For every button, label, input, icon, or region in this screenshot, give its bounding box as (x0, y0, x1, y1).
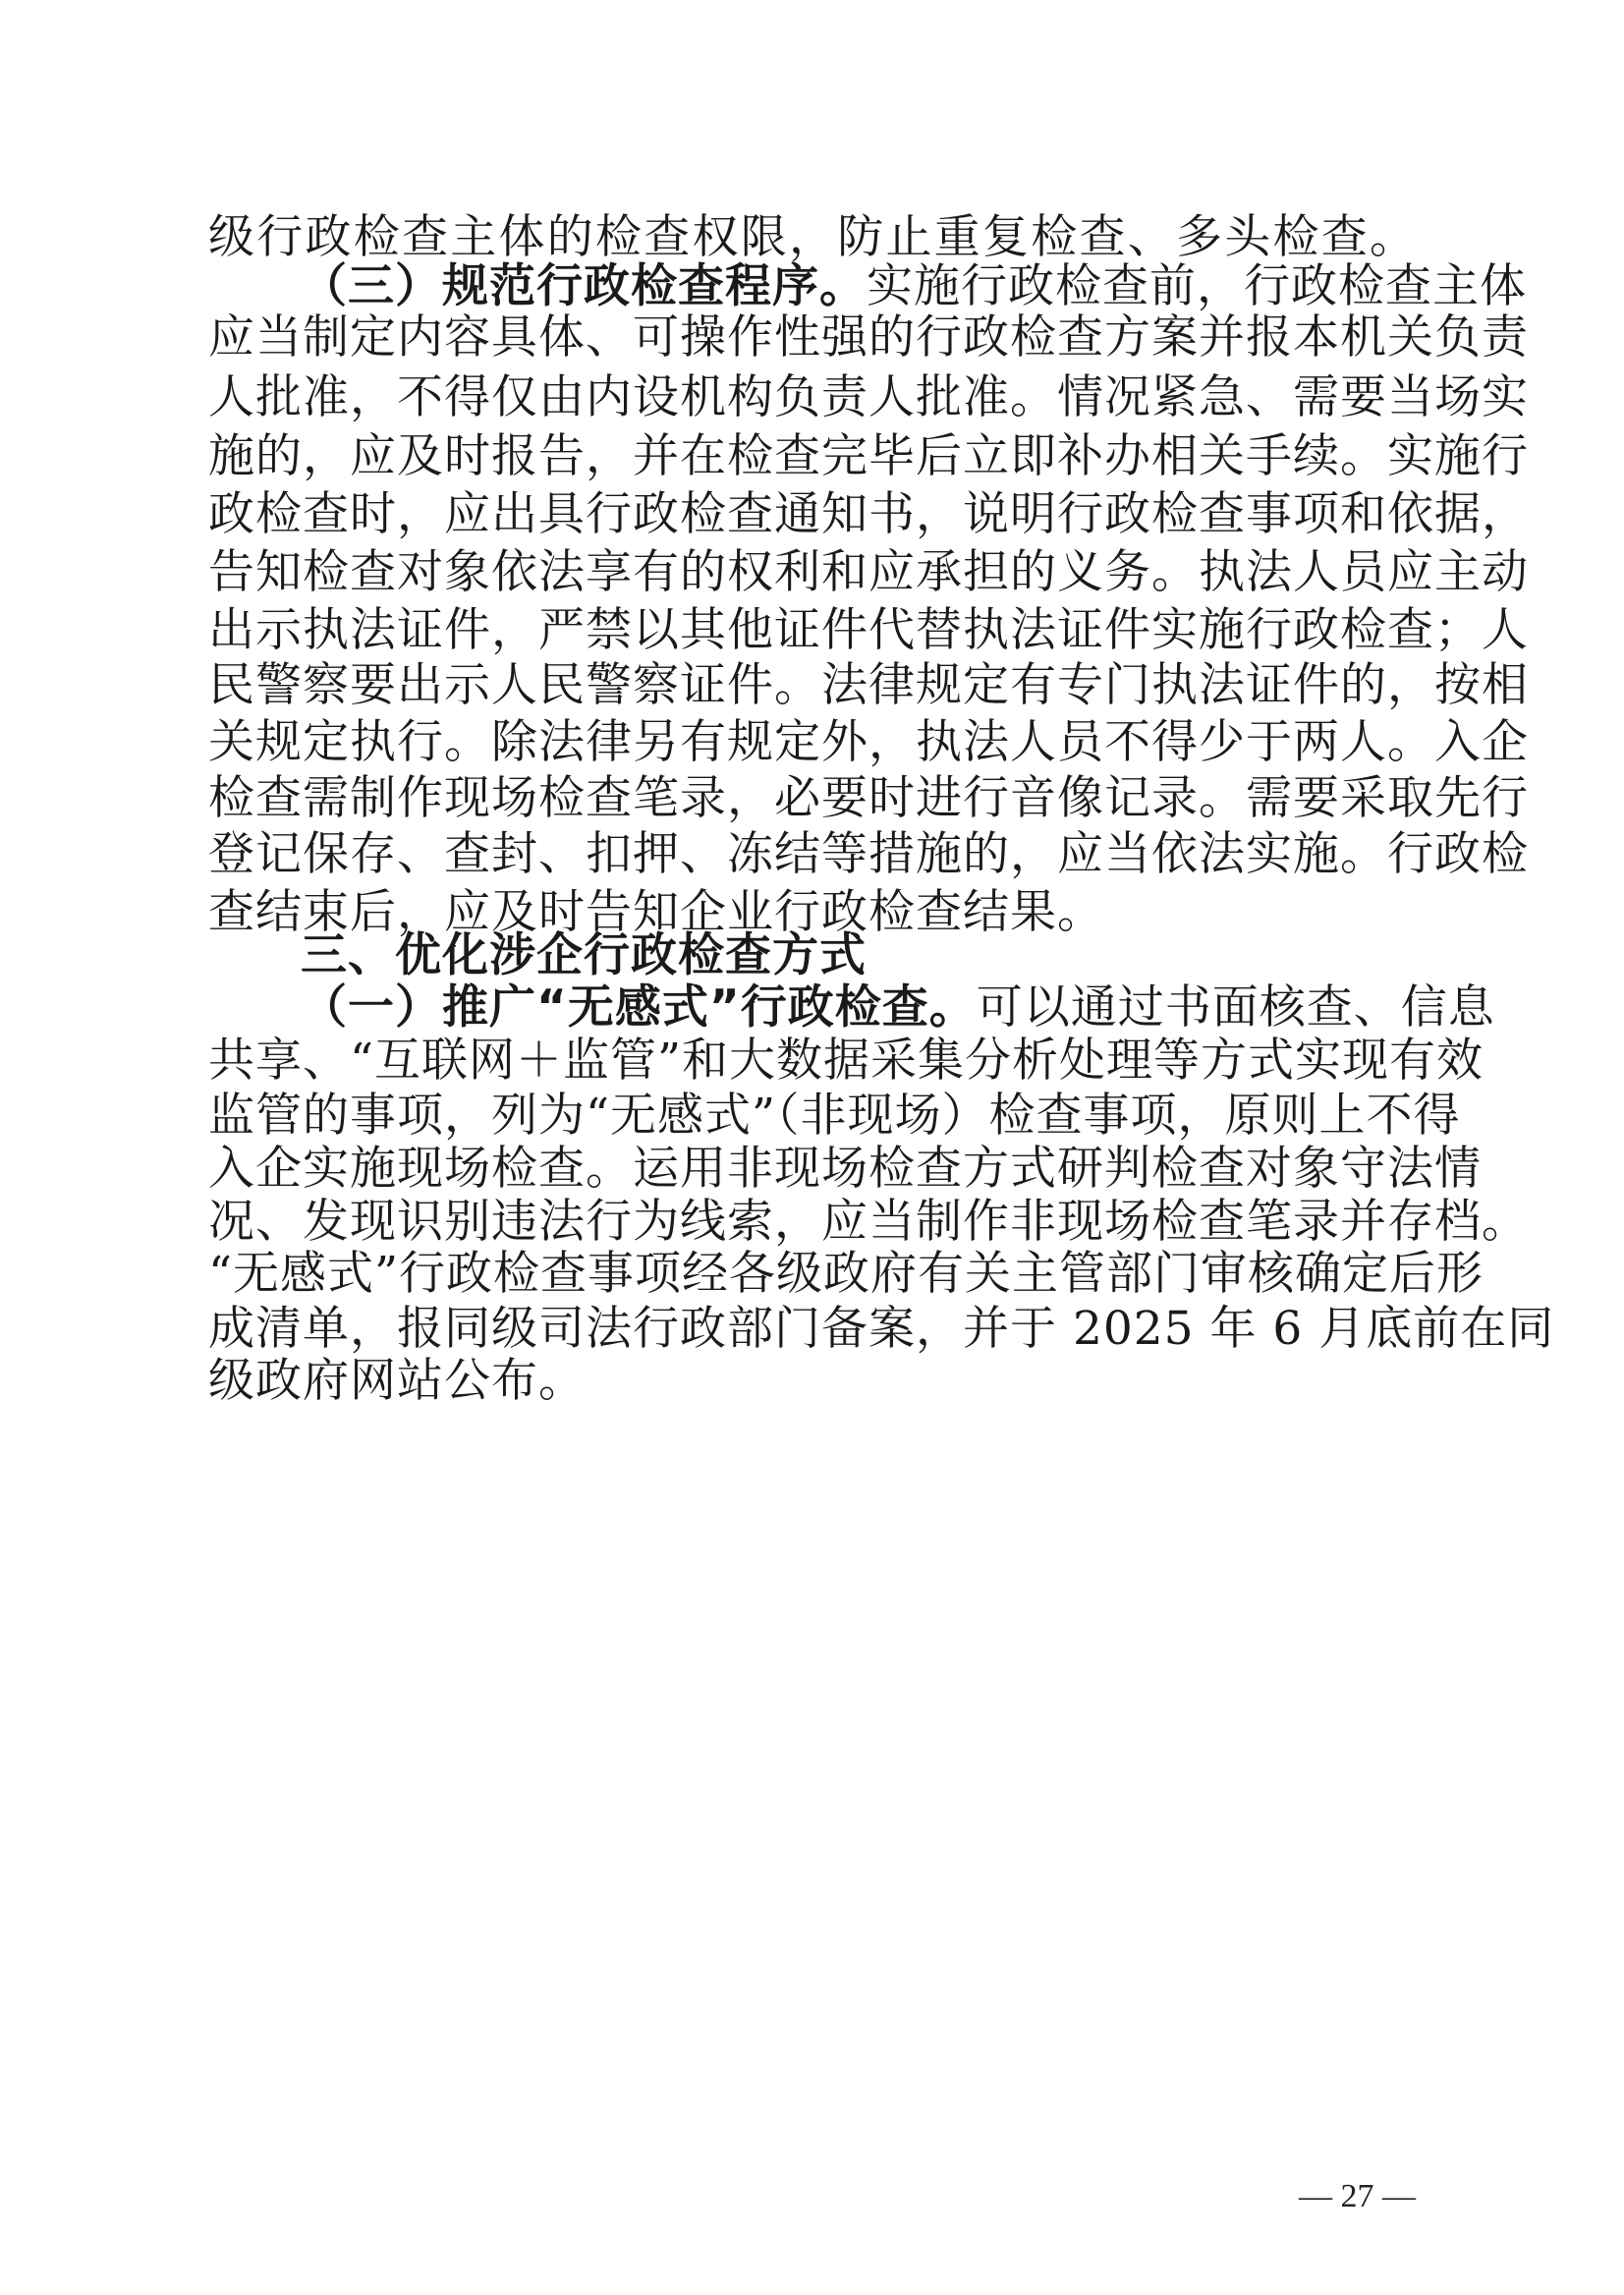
text-line: 查结束后，应及时告知企业行政检查结果。 (208, 885, 1104, 939)
text-line: 入企实施现场检查。运用非现场检查方式研判检查对象守法情 (208, 1142, 1482, 1196)
text-line: 告知检查对象依法享有的权利和应承担的义务。执法人员应主动 (208, 545, 1529, 599)
paragraph-text: 可以通过书面核查、信息 (976, 980, 1495, 1035)
paragraph-text: 实施行政检查前，行政检查主体 (867, 259, 1527, 313)
text-line: 民警察要出示人民警察证件。法律规定有专门执法证件的，按相 (208, 658, 1529, 712)
text-line: 关规定执行。除法律另有规定外，执法人员不得少于两人。入企 (208, 715, 1529, 769)
text-line: 应当制定内容具体、可操作性强的行政检查方案并报本机关负责 (208, 310, 1529, 364)
page-number: — 27 — (1299, 2178, 1416, 2214)
text-line: 级政府网站公布。 (208, 1354, 586, 1408)
text-line: 政检查时，应出具行政检查通知书，说明行政检查事项和依据， (208, 487, 1529, 541)
text-line: 登记保存、查封、扣押、冻结等措施的，应当依法实施。行政检 (208, 827, 1529, 881)
text-line: 人批准，不得仅由内设机构负责人批准。情况紧急、需要当场实 (208, 370, 1529, 424)
text-line: 级行政检查主体的检查权限，防止重复检查、多头检查。 (208, 210, 1417, 264)
text-line: 成清单，报同级司法行政部门备案，并于 2025 年 6 月底前在同 (208, 1302, 1555, 1356)
subsection-heading: （一）推广“无感式”行政检查。 (301, 980, 977, 1035)
text-line: 况、发现识别违法行为线索，应当制作非现场检查笔录并存档。 (208, 1195, 1529, 1249)
text-line: 出示执法证件，严禁以其他证件代替执法证件实施行政检查；人 (208, 603, 1529, 657)
text-line: 施的，应及时报告，并在检查完毕后立即补办相关手续。实施行 (208, 429, 1529, 483)
subsection-heading: （三）规范行政检查程序。 (301, 259, 867, 313)
text-line: “无感式”行政检查事项经各级政府有关主管部门审核确定后形 (208, 1247, 1484, 1301)
text-line: 共享、“互联网＋监管”和大数据采集分析处理等方式实现有效 (208, 1034, 1484, 1088)
section-heading: 三、优化涉企行政检查方式 (301, 928, 867, 982)
paragraph-start-line (208, 257, 1527, 316)
text-line: 监管的事项，列为“无感式”（非现场）检查事项，原则上不得 (208, 1089, 1461, 1143)
paragraph-start-line (208, 979, 1495, 1037)
text-line: 检查需制作现场检查笔录，必要时进行音像记录。需要采取先行 (208, 771, 1529, 825)
